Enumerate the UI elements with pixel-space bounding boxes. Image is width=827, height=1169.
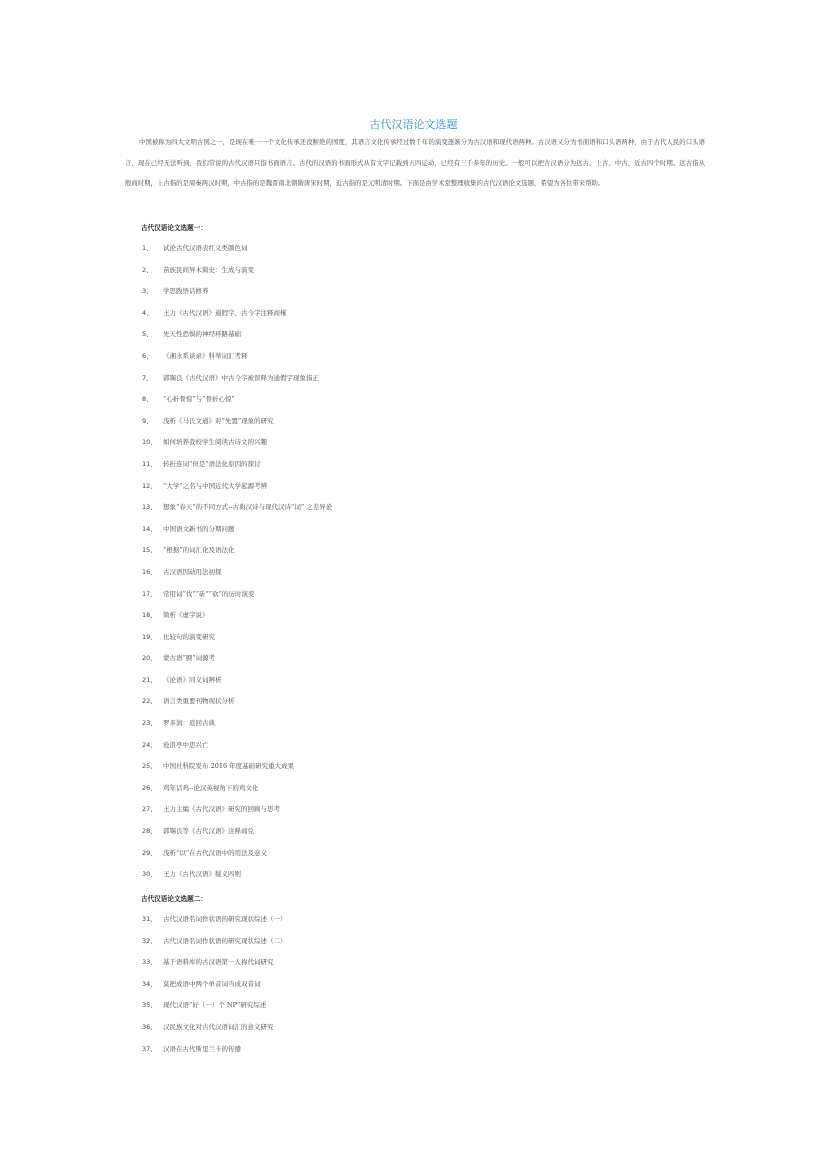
item-text: 古代汉语名词作状语的研究现状综述（一） xyxy=(163,915,287,923)
item-text: “根据”的词汇化及语法化 xyxy=(163,546,235,555)
list-item xyxy=(142,416,332,438)
item-number: 35、 xyxy=(142,1001,157,1010)
list-item xyxy=(142,567,332,589)
item-number: 23、 xyxy=(142,719,157,728)
list-item xyxy=(142,373,332,395)
item-text: 转折连词“但是”语法化原因的探讨 xyxy=(163,459,261,468)
list-item xyxy=(142,783,332,805)
item-text: 古代汉语名词作状语的研究现状综述（二） xyxy=(163,936,287,945)
item-number: 9、 xyxy=(142,416,153,425)
list-item xyxy=(142,869,332,891)
list-item xyxy=(142,394,332,416)
item-number: 30、 xyxy=(142,870,157,879)
item-text: 沧浪亭中思兴亡 xyxy=(163,740,209,749)
item-number: 10、 xyxy=(142,438,157,447)
list-item xyxy=(142,761,332,783)
item-text: 鸡年话鸡--论汉英视角下的鸡文化 xyxy=(163,783,259,792)
item-number: 2、 xyxy=(142,265,153,274)
item-text: 学思践悟话修养 xyxy=(163,287,209,296)
list-item xyxy=(142,545,332,567)
item-text: 《湘水系谈录》科举词汇考释 xyxy=(163,351,248,360)
item-text: 古汉语因动用法初探 xyxy=(163,567,222,576)
item-text: 现代汉语“好（一）个 NP”研究综述 xyxy=(163,1001,267,1010)
item-number: 24、 xyxy=(142,740,157,749)
list-item xyxy=(142,914,287,936)
item-text: 王力主编《古代汉语》研究的回顾与思考 xyxy=(163,805,280,814)
item-text: 浅析《马氏文通》对“先置”现象的研究 xyxy=(163,416,274,425)
item-number: 17、 xyxy=(142,589,157,598)
item-number: 20、 xyxy=(142,654,157,663)
item-text: 浅析“以”在古代汉语中的用法及意义 xyxy=(163,848,268,857)
list-item xyxy=(142,1022,287,1044)
list-item xyxy=(142,740,332,762)
list-item xyxy=(142,286,332,308)
list-item xyxy=(142,265,332,287)
item-number: 18、 xyxy=(142,611,157,620)
item-text: 中国语文新书的分期问题 xyxy=(163,524,235,533)
item-text: 《论语》同义词辨析 xyxy=(163,675,222,684)
item-number: 5、 xyxy=(142,330,153,339)
item-text: 汉民族文化对古代汉语词汇的意义研究 xyxy=(163,1022,274,1031)
list-item xyxy=(142,437,332,459)
item-number: 15、 xyxy=(142,546,157,555)
list-item xyxy=(142,243,332,265)
item-number: 37、 xyxy=(142,1044,157,1053)
item-number: 22、 xyxy=(142,697,157,706)
topic-list-1 xyxy=(142,243,332,891)
item-number: 7、 xyxy=(142,373,153,382)
item-number: 4、 xyxy=(142,308,153,317)
item-number: 1、 xyxy=(142,244,153,252)
item-number: 21、 xyxy=(142,675,157,684)
item-text: 想象“春天”的不同方式--古典汉诗与现代汉诗“词” 之差异论 xyxy=(163,503,333,512)
item-text: 常用词“伐”“斫”“砍”的历时演变 xyxy=(163,589,255,598)
intro-paragraph: 中国被称为四大文明古国之一，是现在唯一一个文化传承还没断绝的国度，其语言文化传承经过数千年的演变逐渐分为古汉语和现代语两种。古汉语又分为书面语和口头语两种，由于古代人民的口头语言，现在已经无法听到，我们常说的古代汉语只指书面语言。古代的汉语的书面形式从有文字记载到五四运动，已经有三千多年的历史。一般可以把古汉语分为远古、上古、中古、近古四个时期。远古指从殷商时期，上古指的是周秦两汉时期，中古指的是魏晋南北朝隋唐宋时期，近古指的是元明清时期。下面是由学术堂整理收集的古代汉语论文选题，希望为各位带来帮助。 xyxy=(125,138,705,187)
item-text: 罗多润：返回古典 xyxy=(163,719,215,728)
item-number: 31、 xyxy=(142,915,157,923)
list-item xyxy=(142,524,332,546)
item-text: 郭锡良《古代汉语》中古今字被误释为通假字现象指正 xyxy=(163,373,319,382)
list-item xyxy=(142,610,332,632)
list-item xyxy=(142,826,332,848)
list-item xyxy=(142,502,332,524)
item-text: 汉语在古代斯里兰卡的传播 xyxy=(163,1044,241,1053)
item-number: 29、 xyxy=(142,848,157,857)
list-item xyxy=(142,957,287,979)
item-number: 34、 xyxy=(142,979,157,988)
item-text: 基于语料库的古汉语第一人称代词研究 xyxy=(163,958,274,967)
list-item xyxy=(142,459,332,481)
item-text: “心折骨惊”与“骨折心惊” xyxy=(163,395,235,404)
list-item xyxy=(142,936,287,958)
list-item xyxy=(142,675,332,697)
list-item xyxy=(142,696,332,718)
item-number: 3、 xyxy=(142,287,153,296)
section-heading-2: 古代汉语论文选题二： xyxy=(141,895,207,903)
item-text: 郭锡良等《古代汉语》注释商兑 xyxy=(163,827,254,836)
item-number: 36、 xyxy=(142,1022,157,1031)
item-number: 27、 xyxy=(142,805,157,814)
list-item xyxy=(142,653,332,675)
list-item xyxy=(142,329,332,351)
list-item xyxy=(142,351,332,373)
item-text: 如何培养我校学生阅读古诗文的兴趣 xyxy=(163,438,267,447)
item-text: 中国社科院发布 2016 年度基础研究重大成果 xyxy=(163,762,295,771)
item-number: 6、 xyxy=(142,351,153,360)
list-item xyxy=(142,632,332,654)
page-title: 古代汉语论文选题 xyxy=(369,118,458,131)
list-item xyxy=(142,979,287,1001)
list-item xyxy=(142,804,332,826)
item-text: 王力《古代汉语》疑义四则 xyxy=(163,870,241,879)
item-text: 莫把成语中两个单音词当成双音词 xyxy=(163,979,261,988)
item-text: 简析《虚字说》 xyxy=(163,611,209,620)
item-text: 苗族民间异术简史：生成与演变 xyxy=(163,265,254,274)
item-text: 试论古代汉语表红义类颜色词 xyxy=(163,244,248,252)
item-text: 语言类重要刊物现状分析 xyxy=(163,697,235,706)
item-number: 8、 xyxy=(142,395,153,404)
item-text: 先天性恐惧的神经环路基础 xyxy=(163,330,241,339)
item-number: 13、 xyxy=(142,503,157,512)
item-text: 蒙古语“腴”词源考 xyxy=(163,654,216,663)
list-item xyxy=(142,718,332,740)
item-number: 26、 xyxy=(142,783,157,792)
item-number: 32、 xyxy=(142,936,157,945)
list-item xyxy=(142,308,332,330)
item-number: 19、 xyxy=(142,632,157,641)
item-number: 11、 xyxy=(142,459,157,468)
topic-list-2 xyxy=(142,914,287,1065)
item-number: 16、 xyxy=(142,567,157,576)
list-item xyxy=(142,1044,287,1066)
item-number: 12、 xyxy=(142,481,157,490)
item-text: 王力《古代汉语》通假字、古今字注释商榷 xyxy=(163,308,287,317)
item-number: 33、 xyxy=(142,958,157,967)
list-item xyxy=(142,589,332,611)
item-number: 25、 xyxy=(142,762,157,771)
section-heading-1: 古代汉语论文选题一： xyxy=(141,224,207,232)
item-text: “大学”之名与中国近代大学起源考辨 xyxy=(163,481,268,490)
list-item xyxy=(142,848,332,870)
item-number: 14、 xyxy=(142,524,157,533)
list-item xyxy=(142,481,332,503)
item-number: 28、 xyxy=(142,827,157,836)
list-item xyxy=(142,1000,287,1022)
item-text: 比较句的演变研究 xyxy=(163,632,215,641)
